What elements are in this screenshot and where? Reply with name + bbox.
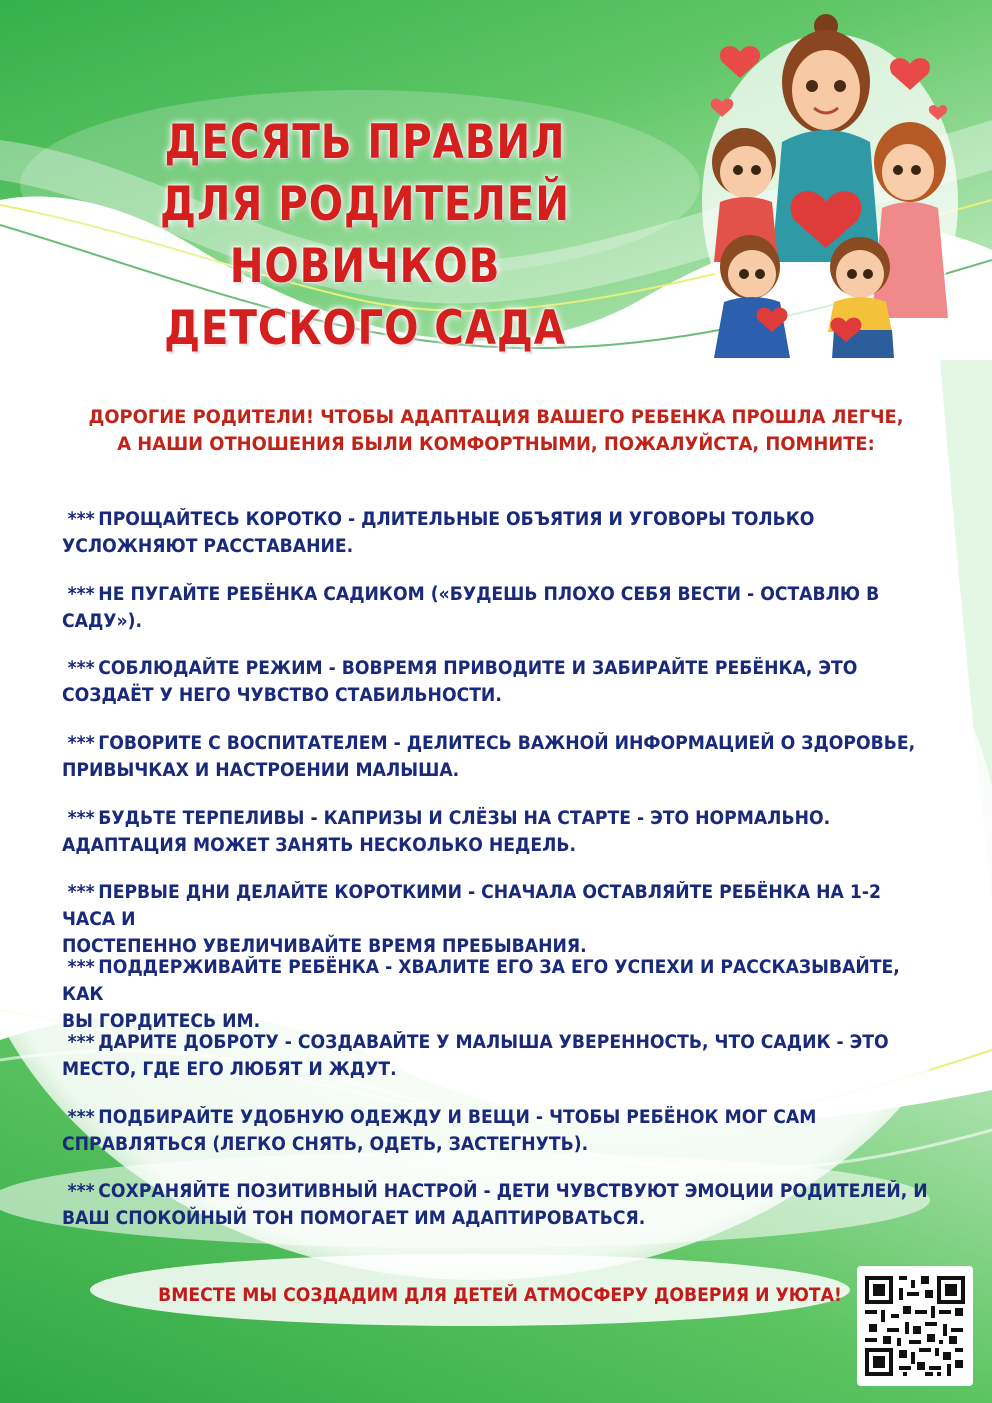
rule-marker: *** [67, 1031, 95, 1053]
rule-marker: *** [67, 658, 95, 680]
list-item [62, 805, 936, 880]
rule-text-line-1: ДАРИТЕ ДОБРОТУ - СОЗДАВАЙТЕ У МАЛЫША УВЕРЕННОСТЬ, ЧТО САДИК - ЭТО [98, 1031, 889, 1053]
rule-marker: *** [67, 1181, 95, 1203]
rule-text-line-1: ПОДБИРАЙТЕ УДОБНУЮ ОДЕЖДУ И ВЕЩИ - ЧТОБЫ РЕБЁНОК МОГ САМ [98, 1106, 817, 1128]
rule-text-line-2: АДАПТАЦИЯ МОЖЕТ ЗАНЯТЬ НЕСКОЛЬКО НЕДЕЛЬ. [62, 834, 577, 856]
list-item [62, 730, 936, 805]
rule-text-line-1: ГОВОРИТЕ С ВОСПИТАТЕЛЕМ - ДЕЛИТЕСЬ ВАЖНОЙ ИНФОРМАЦИЕЙ О ЗДОРОВЬЕ, [98, 733, 916, 755]
rule-marker: *** [67, 957, 95, 979]
rule-marker: *** [67, 1106, 95, 1128]
rule-text-line-2: ВЫ ГОРДИТЕСЬ ИМ. [62, 1011, 261, 1033]
rule-text-line-2: САДУ»). [62, 610, 143, 632]
list-item [62, 506, 936, 581]
rules-list [62, 506, 942, 1253]
list-item [62, 1029, 936, 1104]
list-item [62, 655, 936, 730]
rule-text-line-1: СОХРАНЯЙТЕ ПОЗИТИВНЫЙ НАСТРОЙ - ДЕТИ ЧУВСТВУЮТ ЭМОЦИИ РОДИТЕЛЕЙ, И [98, 1181, 928, 1203]
page-title [0, 112, 730, 360]
closing-text: ВМЕСТЕ МЫ СОЗДАДИМ ДЛЯ ДЕТЕЙ АТМОСФЕРУ ДОВЕРИЯ И УЮТА! [158, 1285, 842, 1306]
rule-text-line-2: УСЛОЖНЯЮТ РАССТАВАНИЕ. [62, 536, 354, 557]
rule-text-line-1: ПЕРВЫЕ ДНИ ДЕЛАЙТЕ КОРОТКИМИ - СНАЧАЛА ОСТАВЛЯЙТЕ РЕБЁНКА НА 1-2 ЧАСА И [62, 882, 881, 931]
title-line-3: ДЕТСКОГО САДА [164, 301, 566, 356]
qr-code[interactable] [857, 1266, 973, 1386]
list-item [62, 954, 936, 1033]
rule-text-line-2: ВАШ СПОКОЙНЫЙ ТОН ПОМОГАЕТ ИМ АДАПТИРОВАТЬСЯ. [62, 1208, 646, 1230]
rule-marker: *** [67, 733, 95, 755]
title-line-1: ДЕСЯТЬ ПРАВИЛ [164, 115, 566, 170]
rule-text-line-2: ПРИВЫЧКАХ И НАСТРОЕНИИ МАЛЫША. [62, 760, 460, 782]
list-item [62, 1104, 936, 1179]
rule-text-line-1: ПРОЩАЙТЕСЬ КОРОТКО - ДЛИТЕЛЬНЫЕ ОБЪЯТИЯ И УГОВОРЫ ТОЛЬКО [98, 509, 815, 530]
rule-text-line-1: ПОДДЕРЖИВАЙТЕ РЕБЁНКА - ХВАЛИТЕ ЕГО ЗА ЕГО УСПЕХИ И РАССКАЗЫВАЙТЕ, КАК [62, 957, 900, 1006]
list-item [62, 879, 936, 958]
rule-text-line-1: БУДЬТЕ ТЕРПЕЛИВЫ - КАПРИЗЫ И СЛЁЗЫ НА СТАРТЕ - ЭТО НОРМАЛЬНО. [98, 807, 831, 829]
intro-text: ДОРОГИЕ РОДИТЕЛИ! ЧТОБЫ АДАПТАЦИЯ ВАШЕГО РЕБЕНКА ПРОШЛА ЛЕГЧЕ, А НАШИ ОТНОШЕНИЯ БЫЛИ КОМФОРТНЫМИ, ПОЖАЛУЙСТА, ПОМНИТЕ: [88, 406, 904, 455]
rule-marker: *** [67, 509, 95, 530]
rule-text-line-1: СОБЛЮДАЙТЕ РЕЖИМ - ВОВРЕМЯ ПРИВОДИТЕ И ЗАБИРАЙТЕ РЕБЁНКА, ЭТО [98, 658, 858, 680]
rule-text-line-2: ПОСТЕПЕННО УВЕЛИЧИВАЙТЕ ВРЕМЯ ПРЕБЫВАНИЯ. [62, 936, 587, 958]
rule-text-line-2: МЕСТО, ГДЕ ЕГО ЛЮБЯТ И ЖДУТ. [62, 1058, 397, 1080]
rule-marker: *** [67, 583, 95, 605]
list-item [62, 1178, 936, 1253]
rule-text-line-1: НЕ ПУГАЙТЕ РЕБЁНКА САДИКОМ («БУДЕШЬ ПЛОХО СЕБЯ ВЕСТИ - ОСТАВЛЮ В [98, 583, 880, 605]
rule-text-line-2: СПРАВЛЯТЬСЯ (ЛЕГКО СНЯТЬ, ОДЕТЬ, ЗАСТЕГНУТЬ). [62, 1133, 589, 1155]
rule-marker: *** [67, 882, 95, 904]
list-item [62, 581, 936, 656]
rule-marker: *** [67, 807, 95, 829]
family-illustration [700, 12, 960, 372]
title-line-2: ДЛЯ РОДИТЕЛЕЙ НОВИЧКОВ [160, 177, 570, 294]
rule-text-line-2: СОЗДАЁТ У НЕГО ЧУВСТВО СТАБИЛЬНОСТИ. [62, 685, 502, 707]
